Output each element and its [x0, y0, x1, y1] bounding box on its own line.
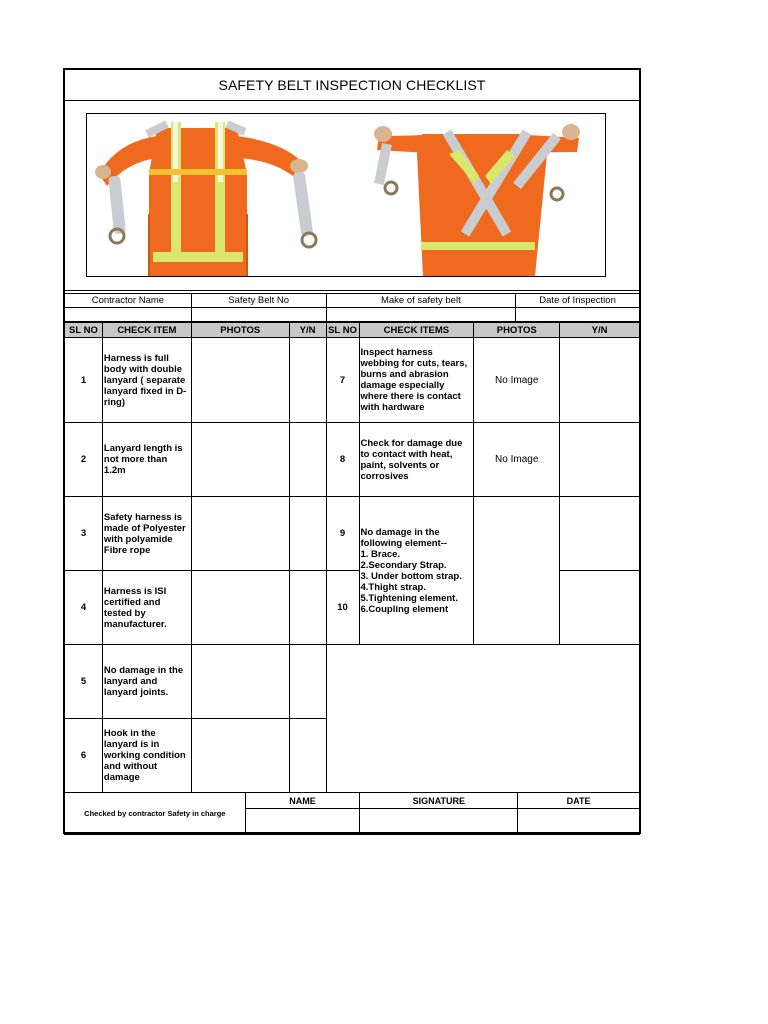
- yn-cell[interactable]: [289, 497, 326, 571]
- photo-cell[interactable]: [474, 497, 560, 645]
- table-row: [65, 645, 640, 719]
- table-row: [65, 423, 640, 497]
- photo-cell[interactable]: [191, 497, 289, 571]
- item-number: 9: [326, 497, 359, 571]
- item-number: 7: [326, 338, 359, 423]
- harness-front-view: [95, 122, 316, 276]
- check-item-text: Harness is ISI certified and tested by manufacturer.: [102, 571, 191, 645]
- check-item-text: Inspect harness webbing for cuts, tears, burns and abrasion damage especially where there is contact with hardware: [359, 338, 474, 423]
- list-item: 5.Tightening element.: [360, 592, 458, 604]
- yn-cell[interactable]: [560, 497, 640, 571]
- sl-no-header-2: SL NO: [326, 323, 359, 338]
- photo-cell[interactable]: [191, 571, 289, 645]
- photo-cell[interactable]: No Image: [474, 338, 560, 423]
- photo-cell[interactable]: [191, 645, 289, 719]
- yn-cell[interactable]: [289, 423, 326, 497]
- item-number: 10: [326, 571, 359, 645]
- yn-header-2: Y/N: [560, 323, 640, 338]
- sl-no-header: SL NO: [65, 323, 103, 338]
- name-header: NAME: [245, 793, 360, 809]
- check-item-text: Check for damage due to contact with heat, paint, solvents or corrosives: [359, 423, 474, 497]
- safety-belt-no-field[interactable]: [191, 308, 326, 322]
- yn-cell[interactable]: [289, 338, 326, 423]
- check-item-text: Harness is full body with double lanyard ( separate lanyard fixed in D-ring): [102, 338, 191, 423]
- item-number: 8: [326, 423, 359, 497]
- item-number: 2: [65, 423, 103, 497]
- item-number: 4: [65, 571, 103, 645]
- contractor-name-header: Contractor Name: [65, 294, 192, 308]
- item-number: 1: [65, 338, 103, 423]
- harness-photo: [86, 113, 606, 277]
- item-number: 3: [65, 497, 103, 571]
- date-of-inspection-field[interactable]: [516, 308, 640, 322]
- yn-cell[interactable]: [560, 571, 640, 645]
- check-item-header: CHECK ITEM: [102, 323, 191, 338]
- table-row: [65, 338, 640, 423]
- photo-cell[interactable]: [191, 423, 289, 497]
- photos-header: PHOTOS: [191, 323, 289, 338]
- checklist-sheet: [63, 68, 641, 834]
- yn-cell[interactable]: [560, 338, 640, 423]
- list-item: 3. Under bottom strap.: [360, 570, 462, 582]
- yn-cell[interactable]: [560, 423, 640, 497]
- yn-cell[interactable]: [289, 571, 326, 645]
- photo-cell[interactable]: [191, 719, 289, 793]
- yn-cell[interactable]: [289, 719, 326, 793]
- item-number: 5: [65, 645, 103, 719]
- check-item-text: [359, 497, 474, 645]
- signature-header: SIGNATURE: [360, 793, 518, 809]
- date-field[interactable]: [518, 809, 640, 835]
- page-title: SAFETY BELT INSPECTION CHECKLIST: [65, 70, 639, 101]
- signature-field[interactable]: [360, 809, 518, 835]
- harness-back-view: [374, 124, 580, 276]
- check-item-text: Lanyard length is not more than 1.2m: [102, 423, 191, 497]
- item9-intro: No damage in the following element--: [360, 526, 448, 549]
- photo-cell[interactable]: No Image: [474, 423, 560, 497]
- name-field[interactable]: [245, 809, 360, 835]
- signoff-table: [64, 792, 640, 835]
- list-item: 1. Brace.: [360, 548, 401, 560]
- blank-area: [326, 645, 639, 793]
- list-item: 2.Secondary Strap.: [360, 559, 447, 571]
- make-of-belt-field[interactable]: [326, 308, 516, 322]
- list-item: 6.Coupling element: [360, 603, 449, 615]
- list-item: 4.Thight strap.: [360, 581, 426, 593]
- photos-header-2: PHOTOS: [474, 323, 560, 338]
- photo-cell[interactable]: [191, 338, 289, 423]
- item-number: 6: [65, 719, 103, 793]
- check-item-text: Hook in the lanyard is in working condition and without damage: [102, 719, 191, 793]
- yn-cell[interactable]: [289, 645, 326, 719]
- info-table: [64, 293, 640, 322]
- table-row: [65, 497, 640, 571]
- check-item-text: No damage in the lanyard and lanyard joints.: [102, 645, 191, 719]
- date-header: DATE: [518, 793, 640, 809]
- check-items-header: CHECK ITEMS: [359, 323, 474, 338]
- safety-belt-no-header: Safety Belt No: [191, 294, 326, 308]
- harness-illustration: [87, 114, 605, 276]
- contractor-name-field[interactable]: [65, 308, 192, 322]
- checked-by-label: Checked by contractor Safety in charge: [65, 793, 246, 835]
- date-of-inspection-header: Date of Inspection: [516, 294, 640, 308]
- check-item-text: Safety harness is made of Polyester with polyamide Fibre rope: [102, 497, 191, 571]
- checklist-table: [64, 322, 640, 793]
- yn-header: Y/N: [289, 323, 326, 338]
- photo-area: [65, 101, 639, 291]
- make-of-belt-header: Make of safety belt: [326, 294, 516, 308]
